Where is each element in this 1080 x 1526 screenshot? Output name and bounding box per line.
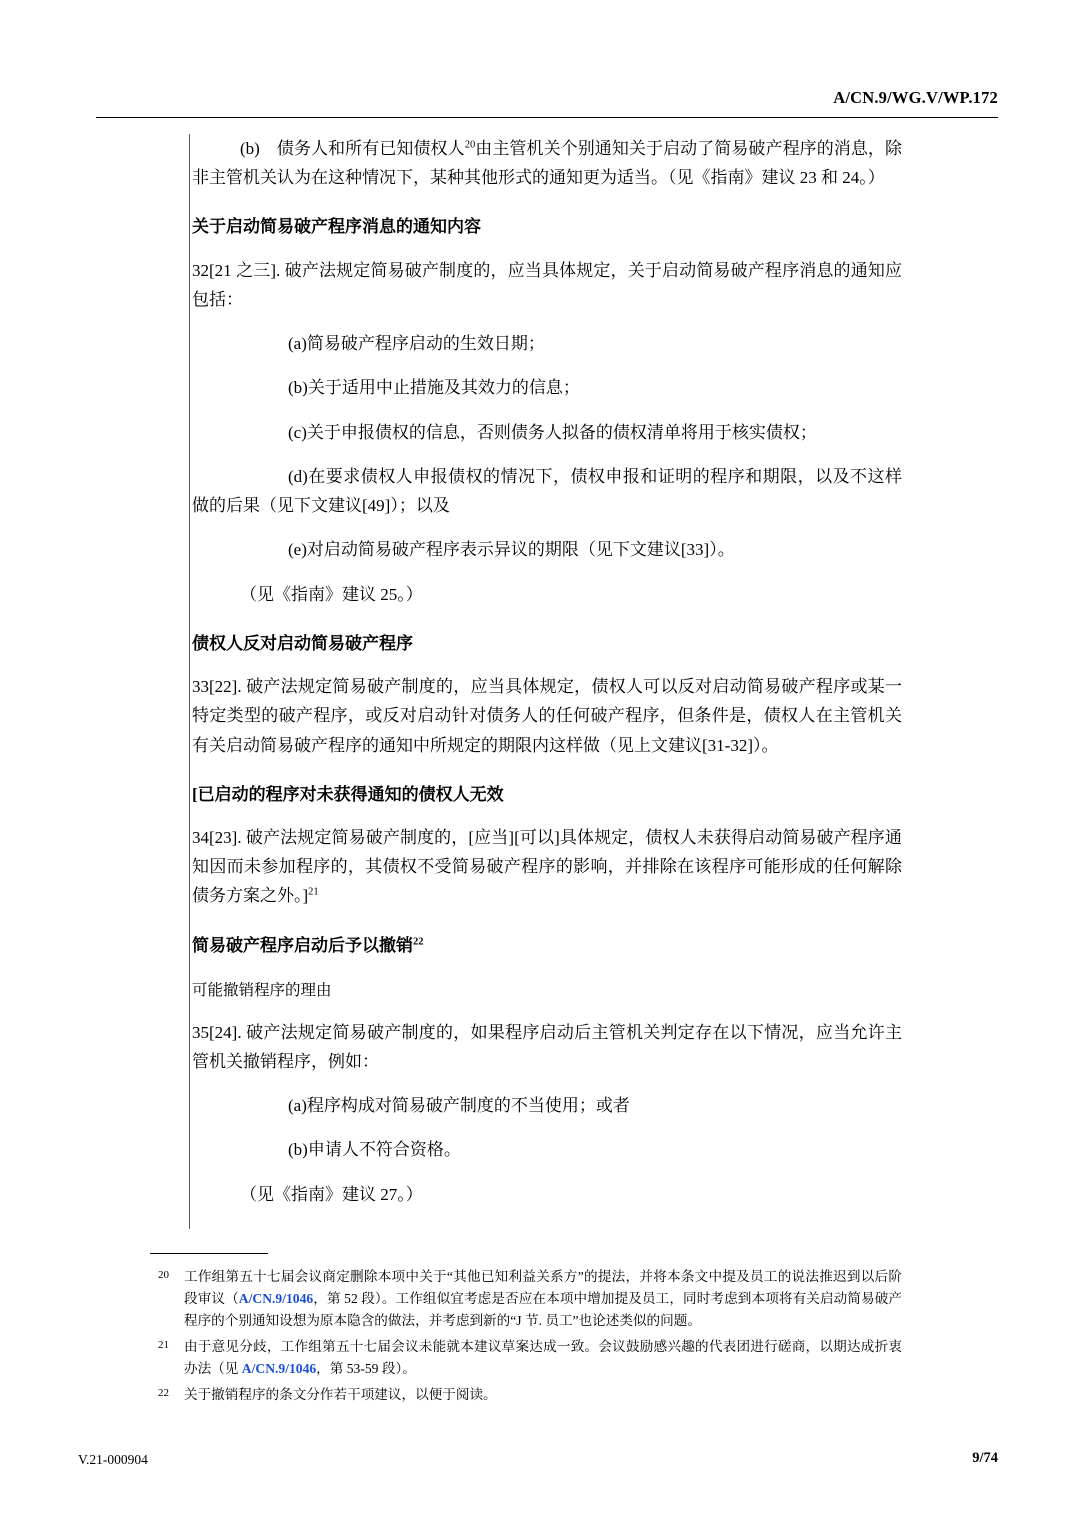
- footnote-run: 工作组第五十七届会议商定删除本项中关于“其他已知利益关系方”的提法，并将本条文中提及员工的说法推迟到以后阶段审议（: [184, 1269, 902, 1307]
- list-item-text: 关于申报债权的信息，否则债务人拟备的债权清单将用于核实债权；: [306, 422, 817, 442]
- list-item-text: 简易破产程序启动的生效日期；: [306, 334, 545, 354]
- document-reference-link[interactable]: A/CN.9/1046: [241, 1361, 317, 1377]
- page-header-doc-symbol: A/CN.9/WG.V/WP.172: [833, 88, 998, 107]
- list-item: [192, 1091, 902, 1120]
- list-item-text: 申请人不符合资格。: [307, 1140, 461, 1160]
- heading-notice-content: 关于启动简易破产程序消息的通知内容: [192, 217, 481, 237]
- footnote-21: [150, 1336, 902, 1380]
- footnote-text: [184, 1269, 902, 1328]
- list-item: [192, 418, 902, 447]
- list-item-text: 对启动简易破产程序表示异议的期限（见下文建议[33]）。: [306, 540, 735, 560]
- footnote-marker: 20: [464, 139, 476, 151]
- list-item-label: (e): [288, 540, 307, 560]
- footnote-marker: 21: [158, 1339, 169, 1352]
- subheading-grounds-for-dismissal: 可能撤销程序的理由: [192, 981, 332, 999]
- heading-dismissal-after-commencement: 简易破产程序启动后予以撤销$^{22}$: [192, 935, 424, 955]
- footer-job-number: V.21-000904: [78, 1452, 148, 1467]
- paragraph-32: 32[21 之三]. 破产法规定简易破产制度的，应当具体规定，关于启动简易破产程序消息的通知应包括：: [192, 260, 902, 309]
- list-item-label: (b): [288, 378, 308, 398]
- change-bar: [189, 134, 190, 1229]
- paragraph-item-b-text: (b) 债务人和所有已知债权人$^{20}$由主管机关个别通知关于启动了简易破产程序的消息，除非主管机关认为在这种情况下，某种其他形式的通知更为适当。（见《指南》建议 23 和 24。）: [192, 139, 903, 188]
- list-item-text: 关于适用中止措施及其效力的信息；: [307, 378, 580, 398]
- list-item: [192, 535, 902, 564]
- footnotes-section: [150, 1266, 902, 1410]
- footnote-text: [184, 1387, 497, 1402]
- footnote-run: 由于意见分歧，工作组第五十七届会议未能就本建议草案达成一致。会议鼓励感兴趣的代表团进行磋商，以期达成折衷办法（见: [184, 1339, 902, 1377]
- paragraph-33: 33[22]. 破产法规定简易破产制度的，应当具体规定，债权人可以反对启动简易破产程序或某一特定类型的破产程序，或反对启动针对债务人的任何破产程序，但条件是，债权人在主管机关有关启动简易破产程序的通知中所规定的期限内这样做（见上文建议[31-32]）。: [192, 677, 902, 755]
- header-divider: [96, 117, 998, 118]
- list-item-label: (c): [288, 422, 307, 442]
- heading-no-notice-invalid: [已启动的程序对未获得通知的债权人无效: [192, 784, 504, 804]
- footnote-22: [150, 1384, 902, 1406]
- reference-guide-25: （见《指南》建议 25。）: [240, 584, 423, 604]
- paragraph-34: 34[23]. 破产法规定简易破产制度的，[应当][可以]具体规定，债权人未获得启动简易破产程序通知因而未参加程序的，其债权不受简易破产程序的影响，并排除在该程序可能形成的任何解除债务方案之外。]$^{21}$: [192, 827, 902, 906]
- footnote-run: ，第 52 段）。工作组似宜考虑是否应在本项中增加提及员工，同时考虑到本项将有关启动简易破产程序的个别通知设想为原本隐含的做法，并考虑到新的“J 节. 员工”也论述类似的问题。: [184, 1291, 903, 1329]
- list-item: [192, 329, 902, 358]
- paragraph-35: 35[24]. 破产法规定简易破产制度的，如果程序启动后主管机关判定存在以下情况，应当允许主管机关撤销程序，例如：: [192, 1022, 902, 1071]
- paragraph-item-b: [192, 134, 902, 192]
- footnote-run: ，第 53-59 段）。: [316, 1361, 416, 1377]
- list-item-text: 程序构成对简易破产制度的不当使用；或者: [306, 1096, 630, 1116]
- footnote-marker: 21: [308, 886, 319, 898]
- list-item: [192, 1135, 902, 1164]
- footnote-20: [150, 1266, 902, 1332]
- reference-guide-27: （见《指南》建议 27。）: [240, 1184, 423, 1204]
- heading-creditor-objection: 债权人反对启动简易破产程序: [192, 633, 413, 653]
- footnote-marker: 22: [413, 936, 424, 948]
- list-item-text: 在要求债权人申报债权的情况下，债权申报和证明的程序和期限，以及不这样做的后果（见下文建议[49]）；以及: [192, 466, 902, 516]
- footnote-run: 关于撤销程序的条文分作若干项建议，以便于阅读。: [184, 1387, 497, 1403]
- list-item-label: (d): [288, 466, 308, 486]
- footnote-separator: [150, 1253, 268, 1254]
- document-body: [192, 134, 902, 1224]
- footnote-marker: 20: [158, 1269, 169, 1281]
- footer-page-number: 9/74: [972, 1450, 998, 1466]
- footnote-marker: 22: [158, 1387, 169, 1400]
- list-item-label: (a): [288, 1096, 307, 1116]
- list-item-label: (a): [288, 334, 307, 354]
- footnote-text: [184, 1339, 902, 1376]
- document-reference-link[interactable]: A/CN.9/1046: [238, 1291, 314, 1307]
- list-item-label: (b): [288, 1140, 308, 1160]
- list-item: [192, 373, 902, 402]
- list-item: [192, 462, 902, 520]
